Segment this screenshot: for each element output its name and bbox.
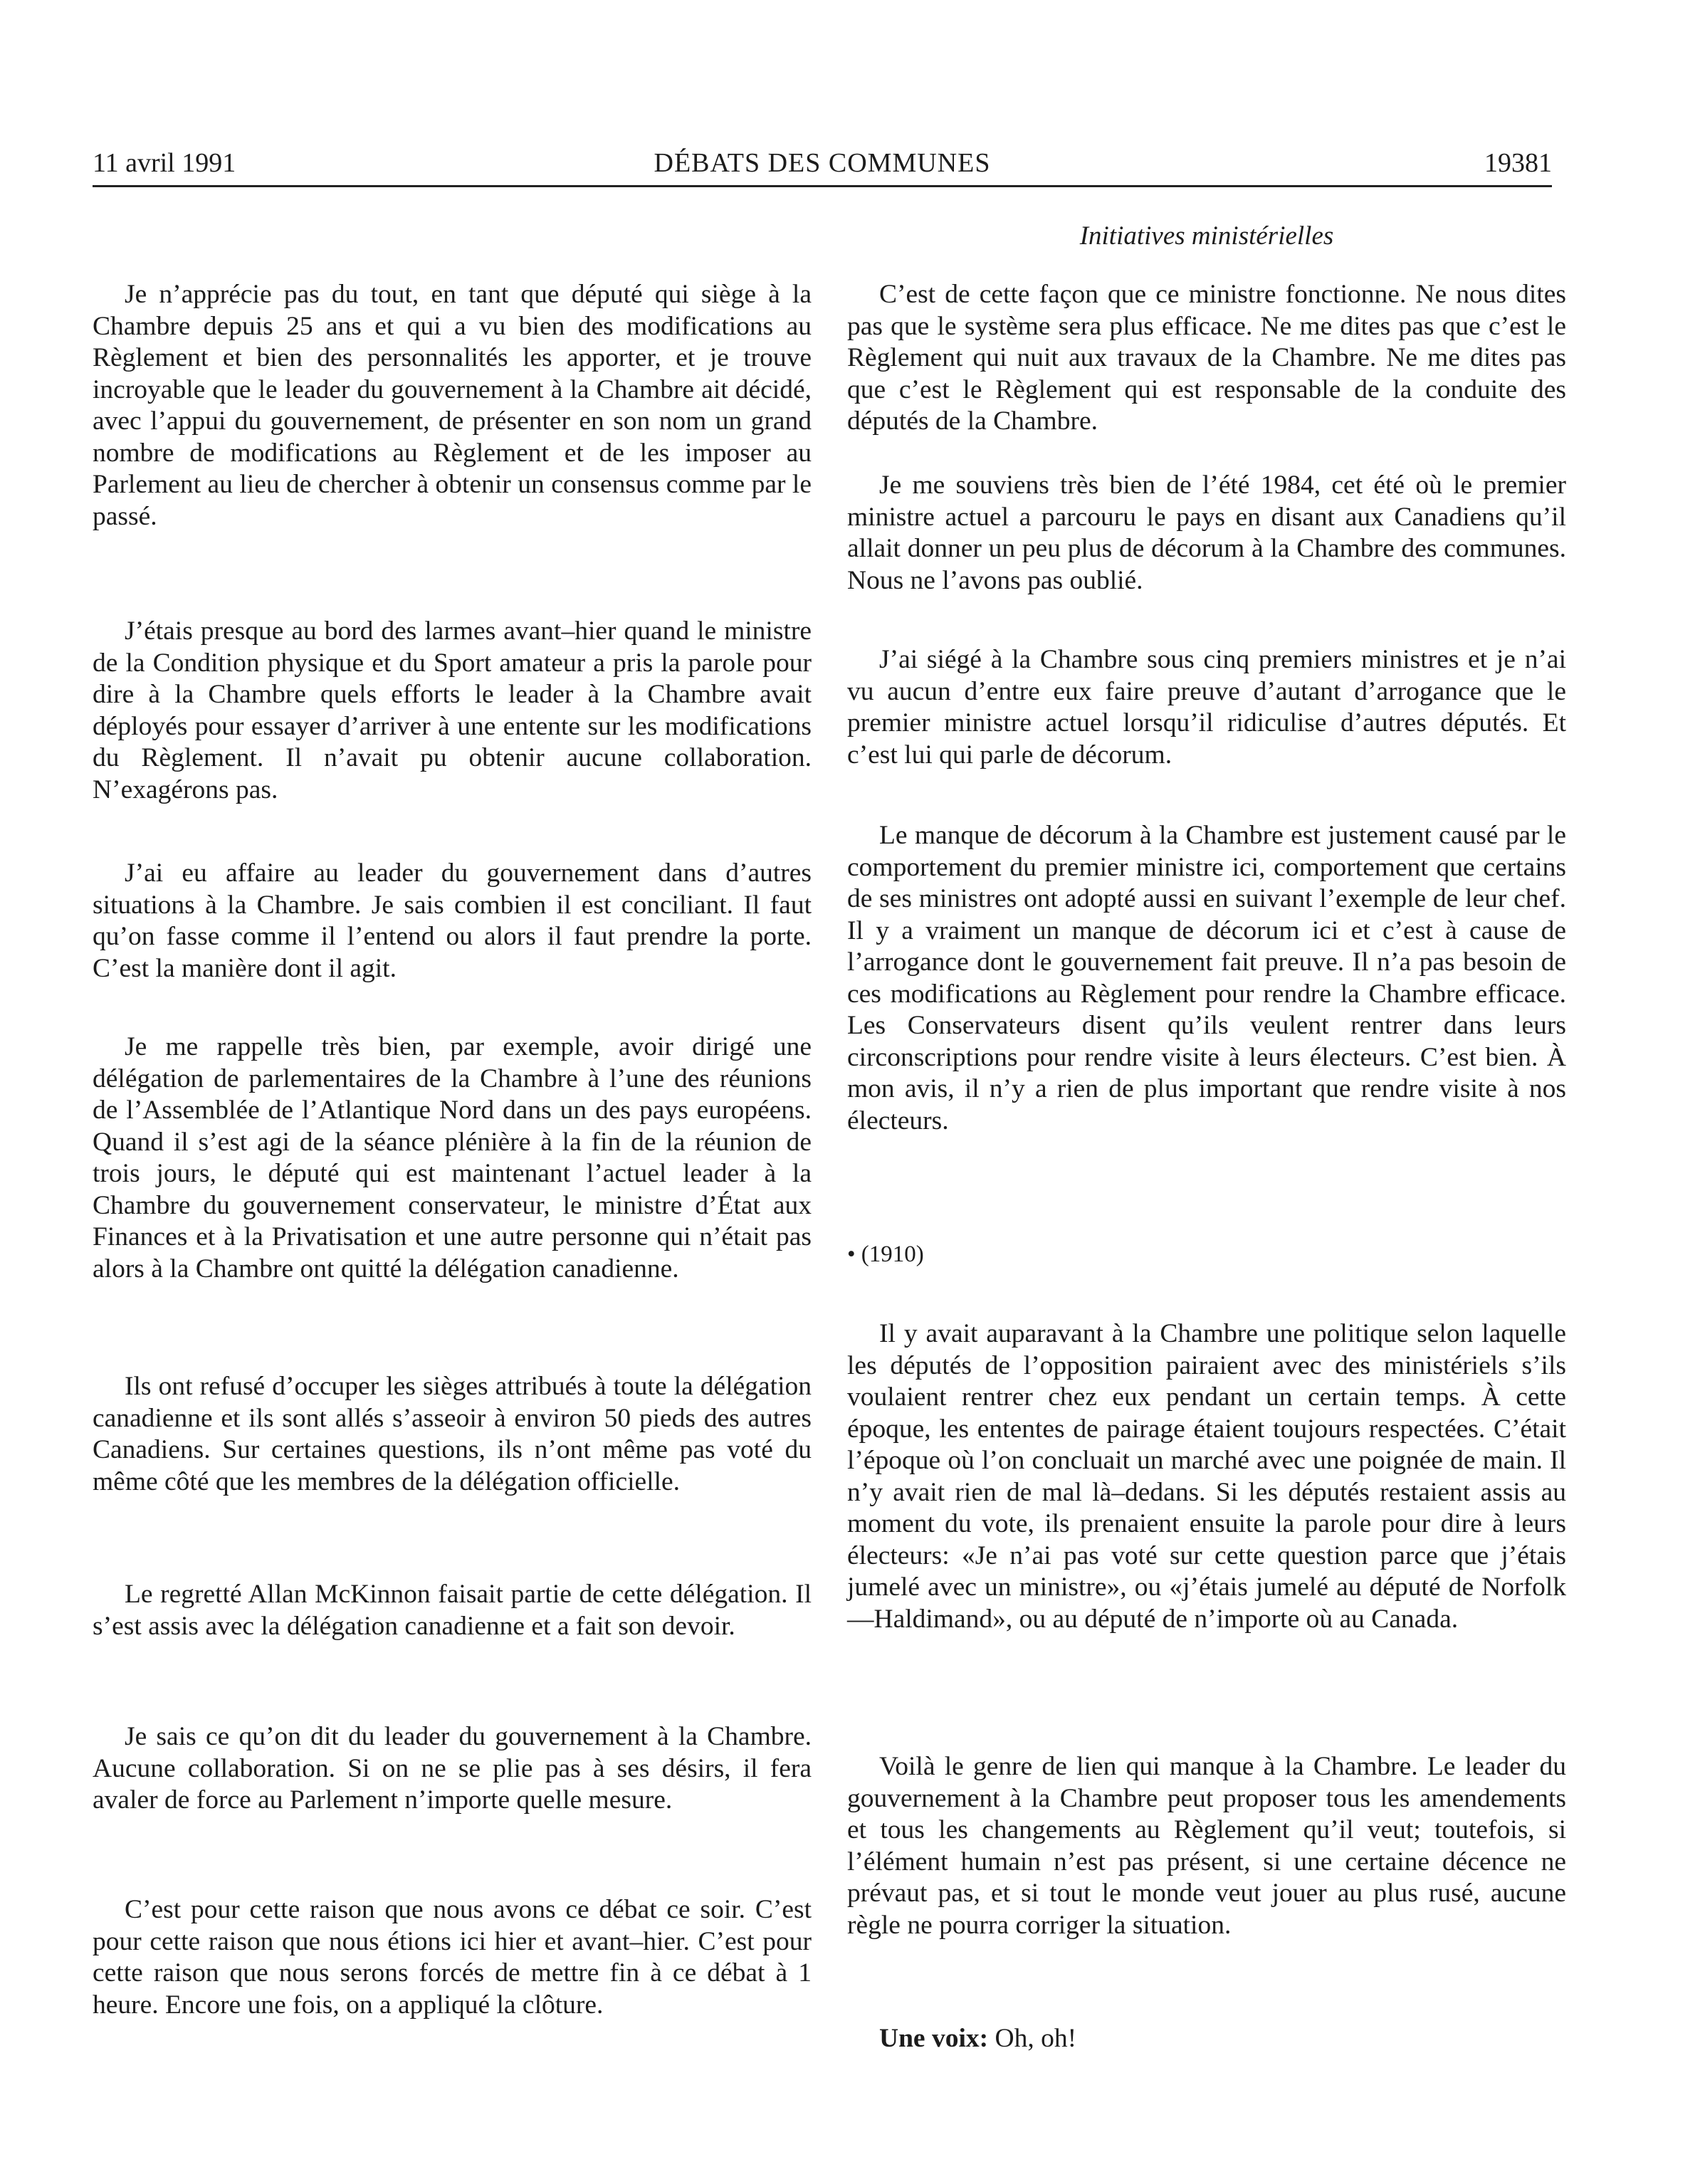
sitting-timestamp: • (1910) — [847, 1241, 924, 1267]
header-title: DÉBATS DES COMMUNES — [654, 148, 991, 178]
right-paragraph-3: J’ai siégé à la Chambre sous cinq premiers ministres et je n’ai vu aucun d’entre eux faire preuve d’autant d’arrogance que le premier ministre actuel lorsqu’il ridiculise d’autres députés. Et c’est lui qui parle de décorum. — [847, 645, 1566, 770]
speaker-label: Une voix: — [879, 2024, 989, 2053]
header-date: 11 avril 1991 — [93, 148, 236, 178]
right-paragraph-6: Voilà le genre de lien qui manque à la Chambre. Le leader du gouvernement à la Chambre peut proposer tous les amendements et tous les changements au Règlement qu’il veut; toutefois, si l’élément humain n’est pas présent, si une certaine décence ne prévaut pas, et si tout le monde veut jouer au plus rusé, aucune règle ne pourra corriger la situation. — [847, 1752, 1566, 1940]
section-title: Initiatives ministérielles — [1079, 221, 1334, 251]
left-paragraph-1: Je n’apprécie pas du tout, en tant que député qui siège à la Chambre depuis 25 ans et qui a vu bien des modifications au Règlement et bien des personnalités les apporter, et je trouve incroyable que le leader du gouvernement à la Chambre ait décidé, avec l’appui du gouvernement, de présenter en son nom un grand nombre de modifications au Règlement et de les imposer au Parlement au lieu de chercher à obtenir un consensus comme par le passé. — [93, 280, 812, 531]
right-paragraph-2: Je me souviens très bien de l’été 1984, cet été où le premier ministre actuel a parcouru le pays en disant aux Canadiens qu’il allait donner un peu plus de décorum à la Chambre des communes. Nous ne l’avons pas oublié. — [847, 471, 1566, 595]
speaker-line — [847, 2023, 1566, 2055]
right-paragraph-1: C’est de cette façon que ce ministre fonctionne. Ne nous dites pas que le système sera plus efficace. Ne me dites pas que c’est le Règlement qui nuit aux travaux de la Chambre. Ne me dites pas que c’est le Règlement qui est responsable de la conduite des députés de la Chambre. — [847, 280, 1566, 436]
left-paragraph-6: Le regretté Allan McKinnon faisait partie de cette délégation. Il s’est assis avec la délégation canadienne et a fait son devoir. — [93, 1580, 812, 1641]
right-paragraph-5: Il y avait auparavant à la Chambre une politique selon laquelle les députés de l’opposition pairaient avec des ministériels s’ils voulaient rentrer chez eux pendant un certain temps. À cette époque, les ententes de pairage étaient toujours respectées. C’était l’époque où l’on concluait un marché avec une poignée de main. Il n’y avait rien de mal là–dedans. Si les députés restaient assis au moment du vote, ils prenaient ensuite la parole pour dire à leurs électeurs: «Je n’ai pas voté sur cette question parce que j’étais jumelé avec un ministre», ou «j’étais jumelé au député de Norfolk—Haldimand», ou au député de n’importe où au Canada. — [847, 1319, 1566, 1634]
right-paragraph-4: Le manque de décorum à la Chambre est justement causé par le comportement du premier ministre ici, comportement que certains de ses ministres ont adopté aussi en suivant l’exemple de leur chef. Il y a vraiment un manque de décorum ici et c’est à cause de l’arrogance dont le gouvernement fait preuve. Il n’a pas besoin de ces modifications au Règlement pour rendre la Chambre efficace. Les Conservateurs disent qu’ils veulent rentrer dans leurs circonscriptions pour rendre visite à leurs électeurs. C’est bien. À mon avis, il n’y a rien de plus important que rendre visite à nos électeurs. — [847, 821, 1566, 1135]
left-paragraph-2: J’étais presque au bord des larmes avant–hier quand le ministre de la Condition physique et du Sport amateur a pris la parole pour dire à la Chambre quels efforts le leader à la Chambre avait déployés pour essayer d’arriver à une entente sur les modifications du Règlement. Il n’avait pu obtenir aucune collaboration. N’exagérons pas. — [93, 616, 812, 804]
header-rule — [93, 185, 1552, 187]
speaker-text: Oh, oh! — [988, 2024, 1077, 2053]
header-page-number: 19381 — [1484, 148, 1552, 178]
left-paragraph-8: C’est pour cette raison que nous avons ce débat ce soir. C’est pour cette raison que nous étions ici hier et avant–hier. C’est pour cette raison que nous serons forcés de mettre fin à ce débat à 1 heure. Encore une fois, on a appliqué la clôture. — [93, 1895, 812, 2020]
left-paragraph-3: J’ai eu affaire au leader du gouvernement dans d’autres situations à la Chambre. Je sais combien il est conciliant. Il faut qu’on fasse comme il l’entend ou alors il faut prendre la porte. C’est la manière dont il agit. — [93, 859, 812, 983]
left-paragraph-7: Je sais ce qu’on dit du leader du gouvernement à la Chambre. Aucune collaboration. Si on ne se plie pas à ses désirs, il fera avaler de force au Parlement n’importe quelle mesure. — [93, 1722, 812, 1815]
left-paragraph-5: Ils ont refusé d’occuper les sièges attribués à toute la délégation canadienne et ils sont allés s’asseoir à environ 50 pieds des autres Canadiens. Sur certaines questions, ils n’ont même pas voté du même côté que les membres de la délégation officielle. — [93, 1372, 812, 1496]
page-header — [93, 145, 1552, 181]
left-paragraph-4: Je me rappelle très bien, par exemple, avoir dirigé une délégation de parlementaires de la Chambre à l’une des réunions de l’Assemblée de l’Atlantique Nord dans un des pays européens. Quand il s’est agi de la séance plénière à la fin de la réunion de trois jours, le député qui est maintenant l’actuel leader à la Chambre du gouvernement conservateur, le ministre d’État aux Finances et à la Privatisation et une autre personne qui n’était pas alors à la Chambre ont quitté la délégation canadienne. — [93, 1032, 812, 1283]
